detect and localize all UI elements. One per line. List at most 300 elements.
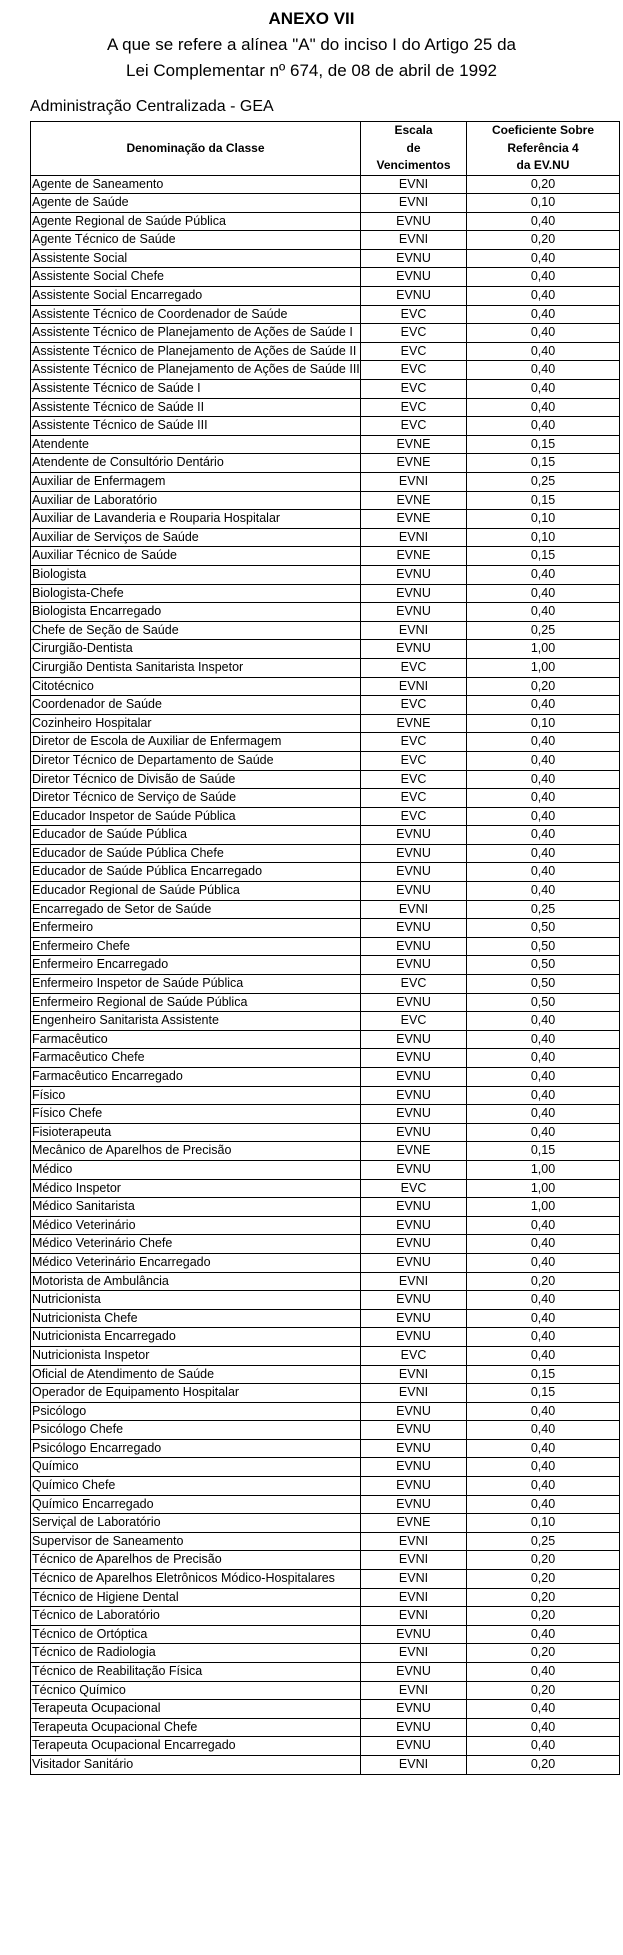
class-name-cell: Técnico de Higiene Dental xyxy=(31,1588,361,1607)
salary-scale-cell: EVNI xyxy=(361,900,467,919)
table-row xyxy=(31,789,620,808)
salary-scale-cell: EVC xyxy=(361,361,467,380)
class-name-cell: Visitador Sanitário xyxy=(31,1755,361,1774)
table-row xyxy=(31,900,620,919)
class-name-cell: Auxiliar de Laboratório xyxy=(31,491,361,510)
salary-scale-cell: EVNU xyxy=(361,603,467,622)
coefficient-cell: 0,40 xyxy=(467,268,620,287)
table-row xyxy=(31,1142,620,1161)
salary-scale-cell: EVNU xyxy=(361,584,467,603)
class-name-cell: Médico Inspetor xyxy=(31,1179,361,1198)
class-name-cell: Assistente Técnico de Planejamento de Ações de Saúde I xyxy=(31,324,361,343)
salary-scale-cell: EVC xyxy=(361,324,467,343)
coefficient-cell: 0,40 xyxy=(467,1625,620,1644)
class-name-cell: Agente Regional de Saúde Pública xyxy=(31,212,361,231)
table-row xyxy=(31,882,620,901)
table-row xyxy=(31,751,620,770)
salary-scale-cell: EVNI xyxy=(361,1755,467,1774)
table-row xyxy=(31,212,620,231)
coefficient-cell: 0,40 xyxy=(467,1328,620,1347)
coefficient-cell: 0,40 xyxy=(467,863,620,882)
annex-subtitle-line-1: A que se refere a alínea "A" do inciso I do Artigo 25 da xyxy=(106,35,516,54)
salary-scale-cell: EVNU xyxy=(361,1123,467,1142)
salary-scale-cell: EVNU xyxy=(361,249,467,268)
coefficient-cell: 0,20 xyxy=(467,1755,620,1774)
table-row xyxy=(31,1402,620,1421)
coefficient-cell: 0,40 xyxy=(467,1402,620,1421)
class-name-cell: Diretor Técnico de Departamento de Saúde xyxy=(31,751,361,770)
salary-scale-cell: EVNU xyxy=(361,565,467,584)
class-name-cell: Auxiliar de Serviços de Saúde xyxy=(31,528,361,547)
table-row xyxy=(31,1681,620,1700)
table-row xyxy=(31,1514,620,1533)
table-row xyxy=(31,733,620,752)
coefficient-cell: 1,00 xyxy=(467,658,620,677)
class-name-cell: Assistente Social Chefe xyxy=(31,268,361,287)
salary-scale-cell: EVNU xyxy=(361,1160,467,1179)
class-name-cell: Serviçal de Laboratório xyxy=(31,1514,361,1533)
coefficient-cell: 0,50 xyxy=(467,956,620,975)
table-row xyxy=(31,621,620,640)
table-row xyxy=(31,1365,620,1384)
salary-scale-cell: EVC xyxy=(361,1346,467,1365)
class-name-cell: Auxiliar Técnico de Saúde xyxy=(31,547,361,566)
coefficient-cell: 0,40 xyxy=(467,287,620,306)
table-row xyxy=(31,324,620,343)
table-row xyxy=(31,175,620,194)
coefficient-cell: 0,40 xyxy=(467,1718,620,1737)
coefficient-cell: 0,40 xyxy=(467,584,620,603)
salary-scale-cell: EVNI xyxy=(361,621,467,640)
salary-scale-cell: EVC xyxy=(361,380,467,399)
coefficient-cell: 0,40 xyxy=(467,1123,620,1142)
class-name-cell: Educador de Saúde Pública Chefe xyxy=(31,844,361,863)
table-row xyxy=(31,1458,620,1477)
coefficient-cell: 0,40 xyxy=(467,751,620,770)
salary-scale-cell: EVC xyxy=(361,770,467,789)
salary-scale-cell: EVNI xyxy=(361,194,467,213)
coefficient-cell: 0,40 xyxy=(467,565,620,584)
salary-scale-cell: EVNU xyxy=(361,1737,467,1756)
table-row xyxy=(31,1179,620,1198)
class-name-cell: Médico xyxy=(31,1160,361,1179)
coefficient-cell: 0,40 xyxy=(467,1346,620,1365)
coefficient-cell: 0,20 xyxy=(467,175,620,194)
salary-scale-cell: EVNU xyxy=(361,1718,467,1737)
column-header-scale-line-3: Vencimentos xyxy=(376,158,451,172)
class-name-cell: Químico xyxy=(31,1458,361,1477)
coefficient-cell: 0,40 xyxy=(467,361,620,380)
coefficient-cell: 0,40 xyxy=(467,398,620,417)
coefficient-cell: 0,40 xyxy=(467,212,620,231)
salary-scale-cell: EVNU xyxy=(361,882,467,901)
table-row xyxy=(31,454,620,473)
salary-scale-cell: EVC xyxy=(361,1179,467,1198)
coefficient-cell: 0,10 xyxy=(467,714,620,733)
salary-scale-cell: EVNU xyxy=(361,826,467,845)
class-name-cell: Médico Veterinário xyxy=(31,1216,361,1235)
coefficient-cell: 0,20 xyxy=(467,1588,620,1607)
salary-scale-cell: EVNI xyxy=(361,1570,467,1589)
class-name-cell: Psicólogo Chefe xyxy=(31,1421,361,1440)
table-row xyxy=(31,1588,620,1607)
table-row xyxy=(31,1328,620,1347)
table-row xyxy=(31,1235,620,1254)
coefficient-cell: 0,40 xyxy=(467,770,620,789)
table-row xyxy=(31,287,620,306)
coefficient-cell: 0,50 xyxy=(467,937,620,956)
salary-scale-cell: EVNI xyxy=(361,1551,467,1570)
salary-scale-cell: EVC xyxy=(361,305,467,324)
class-name-cell: Enfermeiro Regional de Saúde Pública xyxy=(31,993,361,1012)
class-name-cell: Nutricionista Inspetor xyxy=(31,1346,361,1365)
organization-label: Administração Centralizada - GEA xyxy=(30,98,274,115)
salary-scale-cell: EVNI xyxy=(361,1272,467,1291)
coefficient-cell: 0,40 xyxy=(467,380,620,399)
coefficient-cell: 0,15 xyxy=(467,454,620,473)
column-header-coefficient-line-2: Referência 4 xyxy=(507,140,579,155)
column-header-scale-line-1: Escala xyxy=(394,123,433,137)
table-row xyxy=(31,1198,620,1217)
coefficient-cell: 0,20 xyxy=(467,1681,620,1700)
class-name-cell: Nutricionista xyxy=(31,1291,361,1310)
class-name-cell: Terapeuta Ocupacional xyxy=(31,1700,361,1719)
table-row xyxy=(31,919,620,938)
table-row xyxy=(31,398,620,417)
salary-scale-cell: EVNU xyxy=(361,1291,467,1310)
coefficient-cell: 0,40 xyxy=(467,789,620,808)
coefficient-cell: 0,15 xyxy=(467,435,620,454)
table-row xyxy=(31,603,620,622)
table-row xyxy=(31,1123,620,1142)
class-name-cell: Cozinheiro Hospitalar xyxy=(31,714,361,733)
class-name-cell: Diretor Técnico de Serviço de Saúde xyxy=(31,789,361,808)
coefficient-cell: 0,40 xyxy=(467,1030,620,1049)
table-row xyxy=(31,1272,620,1291)
class-name-cell: Educador de Saúde Pública xyxy=(31,826,361,845)
table-row xyxy=(31,937,620,956)
class-name-cell: Físico xyxy=(31,1086,361,1105)
coefficient-cell: 0,20 xyxy=(467,1644,620,1663)
table-row xyxy=(31,807,620,826)
coefficient-cell: 0,10 xyxy=(467,528,620,547)
salary-scale-cell: EVNI xyxy=(361,175,467,194)
coefficient-cell: 0,10 xyxy=(467,510,620,529)
coefficient-cell: 0,40 xyxy=(467,417,620,436)
table-row xyxy=(31,975,620,994)
class-name-cell: Mecânico de Aparelhos de Precisão xyxy=(31,1142,361,1161)
class-name-cell: Enfermeiro Chefe xyxy=(31,937,361,956)
table-row xyxy=(31,1663,620,1682)
class-name-cell: Citotécnico xyxy=(31,677,361,696)
coefficient-cell: 0,40 xyxy=(467,1105,620,1124)
table-row xyxy=(31,1700,620,1719)
coefficient-cell: 0,40 xyxy=(467,882,620,901)
salary-scale-cell: EVNU xyxy=(361,1216,467,1235)
salary-scale-cell: EVNE xyxy=(361,1142,467,1161)
coefficient-cell: 0,10 xyxy=(467,1514,620,1533)
table-row xyxy=(31,1086,620,1105)
class-name-cell: Diretor Técnico de Divisão de Saúde xyxy=(31,770,361,789)
coefficient-cell: 0,40 xyxy=(467,1291,620,1310)
table-row xyxy=(31,1737,620,1756)
column-header-scale xyxy=(361,122,467,176)
coefficient-cell: 0,25 xyxy=(467,621,620,640)
class-name-cell: Educador Regional de Saúde Pública xyxy=(31,882,361,901)
table-row xyxy=(31,342,620,361)
class-name-cell: Enfermeiro Inspetor de Saúde Pública xyxy=(31,975,361,994)
table-row xyxy=(31,1607,620,1626)
coefficient-cell: 0,40 xyxy=(467,1086,620,1105)
column-header-name-text: Denominação da Classe xyxy=(126,140,265,155)
coefficient-cell: 0,25 xyxy=(467,473,620,492)
salary-scale-cell: EVNU xyxy=(361,1663,467,1682)
table-row xyxy=(31,956,620,975)
salary-scale-cell: EVNU xyxy=(361,1198,467,1217)
coefficient-cell: 0,40 xyxy=(467,1068,620,1087)
table-row xyxy=(31,380,620,399)
class-name-cell: Químico Encarregado xyxy=(31,1495,361,1514)
class-name-cell: Assistente Social xyxy=(31,249,361,268)
table-row xyxy=(31,677,620,696)
coefficient-cell: 0,40 xyxy=(467,603,620,622)
table-row xyxy=(31,1570,620,1589)
coefficient-cell: 0,15 xyxy=(467,491,620,510)
salary-scale-cell: EVNU xyxy=(361,1439,467,1458)
salary-scale-cell: EVNU xyxy=(361,1253,467,1272)
table-header-row xyxy=(31,122,620,176)
salary-scale-cell: EVNE xyxy=(361,454,467,473)
coefficient-cell: 0,40 xyxy=(467,696,620,715)
coefficient-cell: 0,40 xyxy=(467,1495,620,1514)
salary-scale-cell: EVC xyxy=(361,658,467,677)
document-header xyxy=(0,6,623,84)
class-name-cell: Técnico de Aparelhos Eletrônicos Módico-Hospitalares xyxy=(31,1570,361,1589)
coefficient-cell: 1,00 xyxy=(467,1160,620,1179)
column-header-name xyxy=(31,122,361,176)
salary-scale-cell: EVNU xyxy=(361,1068,467,1087)
table-row xyxy=(31,993,620,1012)
class-name-cell: Biologista Encarregado xyxy=(31,603,361,622)
table-row xyxy=(31,1105,620,1124)
coefficient-cell: 1,00 xyxy=(467,1198,620,1217)
coefficient-cell: 0,40 xyxy=(467,249,620,268)
table-row xyxy=(31,1439,620,1458)
coefficient-cell: 0,15 xyxy=(467,1365,620,1384)
table-row xyxy=(31,1253,620,1272)
salary-scale-cell: EVNU xyxy=(361,919,467,938)
salary-scale-cell: EVNU xyxy=(361,937,467,956)
table-row xyxy=(31,547,620,566)
salary-scale-cell: EVNE xyxy=(361,435,467,454)
coefficient-cell: 0,15 xyxy=(467,1384,620,1403)
class-name-cell: Cirurgião-Dentista xyxy=(31,640,361,659)
salary-scale-cell: EVNI xyxy=(361,1384,467,1403)
table-row xyxy=(31,1421,620,1440)
table-row xyxy=(31,640,620,659)
class-name-cell: Médico Sanitarista xyxy=(31,1198,361,1217)
salary-scale-cell: EVNU xyxy=(361,1105,467,1124)
table-row xyxy=(31,863,620,882)
class-name-cell: Enfermeiro Encarregado xyxy=(31,956,361,975)
class-name-cell: Motorista de Ambulância xyxy=(31,1272,361,1291)
coefficient-cell: 0,20 xyxy=(467,1272,620,1291)
salary-scale-cell: EVNU xyxy=(361,1086,467,1105)
salary-scale-cell: EVNI xyxy=(361,528,467,547)
coefficient-cell: 0,40 xyxy=(467,1458,620,1477)
class-name-cell: Assistente Social Encarregado xyxy=(31,287,361,306)
coefficient-cell: 0,50 xyxy=(467,993,620,1012)
table-row xyxy=(31,1068,620,1087)
coefficient-cell: 0,40 xyxy=(467,1700,620,1719)
class-name-cell: Psicólogo xyxy=(31,1402,361,1421)
table-row xyxy=(31,658,620,677)
coefficient-cell: 0,40 xyxy=(467,305,620,324)
table-row xyxy=(31,1755,620,1774)
coefficient-cell: 0,50 xyxy=(467,975,620,994)
class-name-cell: Atendente de Consultório Dentário xyxy=(31,454,361,473)
column-header-coefficient-line-3: da EV.NU xyxy=(516,158,570,172)
column-header-coefficient xyxy=(467,122,620,176)
salary-scale-cell: EVNE xyxy=(361,714,467,733)
table-row xyxy=(31,1625,620,1644)
salary-scale-cell: EVNI xyxy=(361,473,467,492)
table-row xyxy=(31,194,620,213)
table-row xyxy=(31,528,620,547)
coefficient-cell: 0,40 xyxy=(467,1216,620,1235)
salary-scale-cell: EVNI xyxy=(361,1588,467,1607)
coefficient-cell: 0,50 xyxy=(467,919,620,938)
salary-scale-cell: EVNU xyxy=(361,640,467,659)
salary-scale-cell: EVNI xyxy=(361,231,467,250)
salary-scale-cell: EVC xyxy=(361,751,467,770)
salary-scale-cell: EVNE xyxy=(361,510,467,529)
salary-scale-cell: EVNI xyxy=(361,1644,467,1663)
coefficient-cell: 0,40 xyxy=(467,1421,620,1440)
table-row xyxy=(31,844,620,863)
coefficient-cell: 0,20 xyxy=(467,1570,620,1589)
coefficient-cell: 0,25 xyxy=(467,900,620,919)
coefficient-cell: 0,20 xyxy=(467,1551,620,1570)
class-name-cell: Oficial de Atendimento de Saúde xyxy=(31,1365,361,1384)
class-name-cell: Supervisor de Saneamento xyxy=(31,1532,361,1551)
table-row xyxy=(31,435,620,454)
salary-scale-cell: EVNU xyxy=(361,212,467,231)
salary-scale-cell: EVNU xyxy=(361,1402,467,1421)
class-name-cell: Médico Veterinário Chefe xyxy=(31,1235,361,1254)
table-row xyxy=(31,1012,620,1031)
salary-scale-cell: EVNU xyxy=(361,844,467,863)
salary-scale-cell: EVNU xyxy=(361,1030,467,1049)
coefficient-cell: 0,10 xyxy=(467,194,620,213)
salary-scale-cell: EVNI xyxy=(361,1532,467,1551)
salary-scale-cell: EVC xyxy=(361,342,467,361)
class-name-cell: Enfermeiro xyxy=(31,919,361,938)
class-name-cell: Físico Chefe xyxy=(31,1105,361,1124)
salary-scale-cell: EVC xyxy=(361,807,467,826)
salary-scale-cell: EVNU xyxy=(361,993,467,1012)
coefficient-cell: 0,20 xyxy=(467,1607,620,1626)
table-row xyxy=(31,1644,620,1663)
salary-scale-cell: EVNI xyxy=(361,1365,467,1384)
salary-scale-cell: EVNI xyxy=(361,1681,467,1700)
coefficient-cell: 0,40 xyxy=(467,342,620,361)
class-name-cell: Assistente Técnico de Planejamento de Ações de Saúde II xyxy=(31,342,361,361)
coefficient-cell: 0,20 xyxy=(467,231,620,250)
salary-scale-cell: EVNU xyxy=(361,1328,467,1347)
class-name-cell: Diretor de Escola de Auxiliar de Enfermagem xyxy=(31,733,361,752)
salary-scale-cell: EVC xyxy=(361,975,467,994)
coefficient-cell: 1,00 xyxy=(467,640,620,659)
table-row xyxy=(31,268,620,287)
table-row xyxy=(31,584,620,603)
salary-scale-cell: EVNU xyxy=(361,956,467,975)
salary-scale-cell: EVNU xyxy=(361,1477,467,1496)
coefficient-cell: 0,40 xyxy=(467,826,620,845)
class-name-cell: Psicólogo Encarregado xyxy=(31,1439,361,1458)
salary-scale-cell: EVNU xyxy=(361,1458,467,1477)
coefficient-cell: 0,40 xyxy=(467,1439,620,1458)
salary-scale-cell: EVNU xyxy=(361,1309,467,1328)
coefficient-cell: 0,40 xyxy=(467,733,620,752)
table-row xyxy=(31,510,620,529)
coefficient-cell: 1,00 xyxy=(467,1179,620,1198)
salary-scale-cell: EVNE xyxy=(361,1514,467,1533)
coefficient-cell: 0,40 xyxy=(467,1253,620,1272)
table-row xyxy=(31,1030,620,1049)
salary-scale-cell: EVNU xyxy=(361,1421,467,1440)
class-name-cell: Agente Técnico de Saúde xyxy=(31,231,361,250)
table-row xyxy=(31,1718,620,1737)
salary-scale-cell: EVNU xyxy=(361,1235,467,1254)
class-table xyxy=(30,121,620,1775)
class-name-cell: Farmacêutico xyxy=(31,1030,361,1049)
class-name-cell: Agente de Saneamento xyxy=(31,175,361,194)
salary-scale-cell: EVNE xyxy=(361,491,467,510)
coefficient-cell: 0,20 xyxy=(467,677,620,696)
class-name-cell: Técnico de Reabilitação Física xyxy=(31,1663,361,1682)
salary-scale-cell: EVC xyxy=(361,696,467,715)
class-name-cell: Agente de Saúde xyxy=(31,194,361,213)
table-row xyxy=(31,714,620,733)
class-name-cell: Terapeuta Ocupacional Encarregado xyxy=(31,1737,361,1756)
table-row xyxy=(31,1532,620,1551)
class-name-cell: Educador Inspetor de Saúde Pública xyxy=(31,807,361,826)
class-name-cell: Encarregado de Setor de Saúde xyxy=(31,900,361,919)
class-name-cell: Engenheiro Sanitarista Assistente xyxy=(31,1012,361,1031)
class-name-cell: Auxiliar de Enfermagem xyxy=(31,473,361,492)
table-row xyxy=(31,305,620,324)
table-row xyxy=(31,565,620,584)
coefficient-cell: 0,40 xyxy=(467,1477,620,1496)
class-name-cell: Farmacêutico Chefe xyxy=(31,1049,361,1068)
salary-scale-cell: EVNU xyxy=(361,1495,467,1514)
class-name-cell: Assistente Técnico de Saúde III xyxy=(31,417,361,436)
coefficient-cell: 0,15 xyxy=(467,547,620,566)
class-name-cell: Assistente Técnico de Saúde II xyxy=(31,398,361,417)
coefficient-cell: 0,40 xyxy=(467,1235,620,1254)
salary-scale-cell: EVNU xyxy=(361,863,467,882)
class-name-cell: Assistente Técnico de Saúde I xyxy=(31,380,361,399)
table-row xyxy=(31,361,620,380)
class-name-cell: Nutricionista Chefe xyxy=(31,1309,361,1328)
table-row xyxy=(31,1495,620,1514)
table-row xyxy=(31,770,620,789)
class-name-cell: Nutricionista Encarregado xyxy=(31,1328,361,1347)
table-row xyxy=(31,1160,620,1179)
column-header-scale-line-2: de xyxy=(406,140,421,155)
table-row xyxy=(31,1049,620,1068)
